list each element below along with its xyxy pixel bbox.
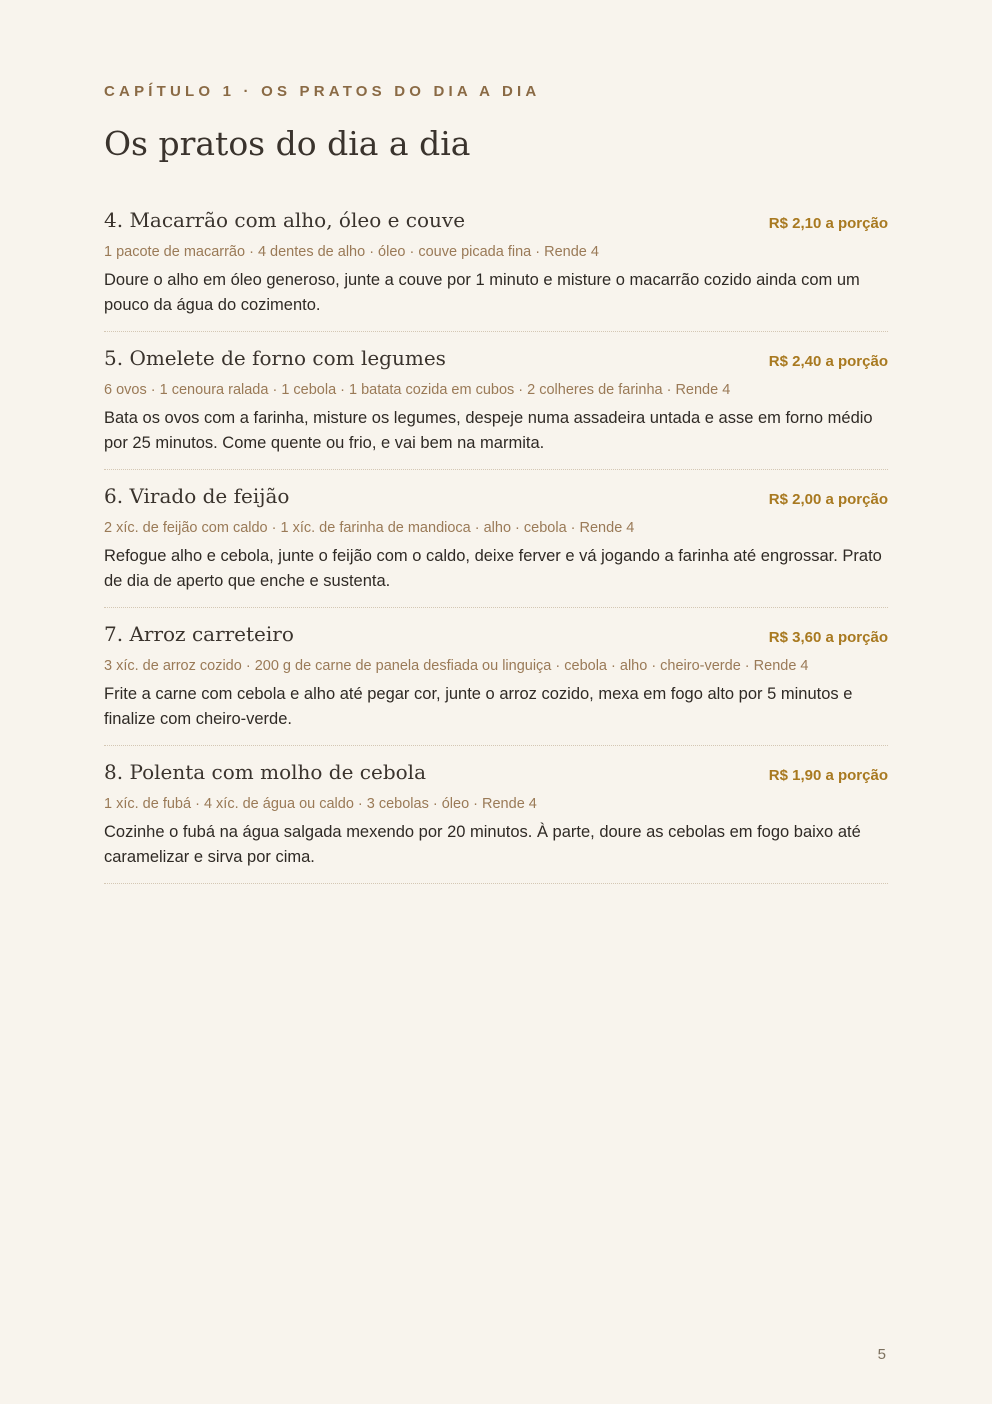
recipe-ingredients: 6 ovos · 1 cenoura ralada · 1 cebola · 1 batata cozida em cubos · 2 colheres de farinha · Rende 4 <box>104 382 731 398</box>
chapter-kicker: CAPÍTULO 1 · OS PRATOS DO DIA A DIA <box>104 83 541 100</box>
recipe-price: R$ 3,60 a porção <box>768 629 888 646</box>
recipe-title: 7. Arroz carreteiro <box>104 622 294 646</box>
recipe-header <box>104 758 888 792</box>
recipe-header <box>104 482 888 516</box>
recipe-ingredients: 1 xíc. de fubá · 4 xíc. de água ou caldo · 3 cebolas · óleo · Rende 4 <box>104 796 537 812</box>
recipe-title: 6. Virado de feijão <box>104 484 290 508</box>
recipe-divider <box>104 607 888 608</box>
recipe-method: Cozinhe o fubá na água salgada mexendo por 20 minutos. À parte, doure as cebolas em fogo baixo até caramelizar e sirva por cima. <box>104 823 861 866</box>
recipe-ingredients: 1 pacote de macarrão · 4 dentes de alho · óleo · couve picada fina · Rende 4 <box>104 244 599 260</box>
recipe-price: R$ 2,00 a porção <box>768 491 888 508</box>
recipe-method: Bata os ovos com a farinha, misture os legumes, despeje numa assadeira untada e asse em forno médio por 25 minutos. Come quente ou frio, e vai bem na marmita. <box>104 409 873 452</box>
recipe-title: 4. Macarrão com alho, óleo e couve <box>104 208 466 232</box>
recipe-method: Refogue alho e cebola, junte o feijão com o caldo, deixe ferver e vá jogando a farinha até engrossar. Prato de dia de aperto que enche e sustenta. <box>104 547 882 590</box>
recipe-method: Doure o alho em óleo generoso, junte a couve por 1 minuto e misture o macarrão cozido ainda com um pouco da água do cozimento. <box>104 271 860 314</box>
recipe-price: R$ 2,40 a porção <box>768 353 888 370</box>
page-number: 5 <box>877 1346 886 1363</box>
recipe-header <box>104 344 888 378</box>
recipe-price: R$ 1,90 a porção <box>768 767 888 784</box>
recipe-item <box>104 206 888 344</box>
recipe-divider <box>104 469 888 470</box>
recipe-header <box>104 206 888 240</box>
recipe-item <box>104 344 888 482</box>
recipe-header <box>104 620 888 654</box>
recipe-method: Frite a carne com cebola e alho até pegar cor, junte o arroz cozido, mexa em fogo alto por 5 minutos e finalize com cheiro-verde. <box>104 685 853 728</box>
page-title: Os pratos do dia a dia <box>104 124 471 163</box>
recipe-title: 5. Omelete de forno com legumes <box>104 346 446 370</box>
recipe-divider <box>104 331 888 332</box>
recipe-list <box>104 206 888 896</box>
recipe-ingredients: 2 xíc. de feijão com caldo · 1 xíc. de farinha de mandioca · alho · cebola · Rende 4 <box>104 520 635 536</box>
recipe-divider <box>104 745 888 746</box>
recipe-item <box>104 620 888 758</box>
recipe-divider <box>104 883 888 884</box>
recipe-item <box>104 482 888 620</box>
recipe-ingredients: 3 xíc. de arroz cozido · 200 g de carne de panela desfiada ou linguiça · cebola · alho · cheiro-verde · Rende 4 <box>104 658 809 674</box>
recipe-item <box>104 758 888 896</box>
recipe-title: 8. Polenta com molho de cebola <box>104 760 427 784</box>
recipe-price: R$ 2,10 a porção <box>768 215 888 232</box>
